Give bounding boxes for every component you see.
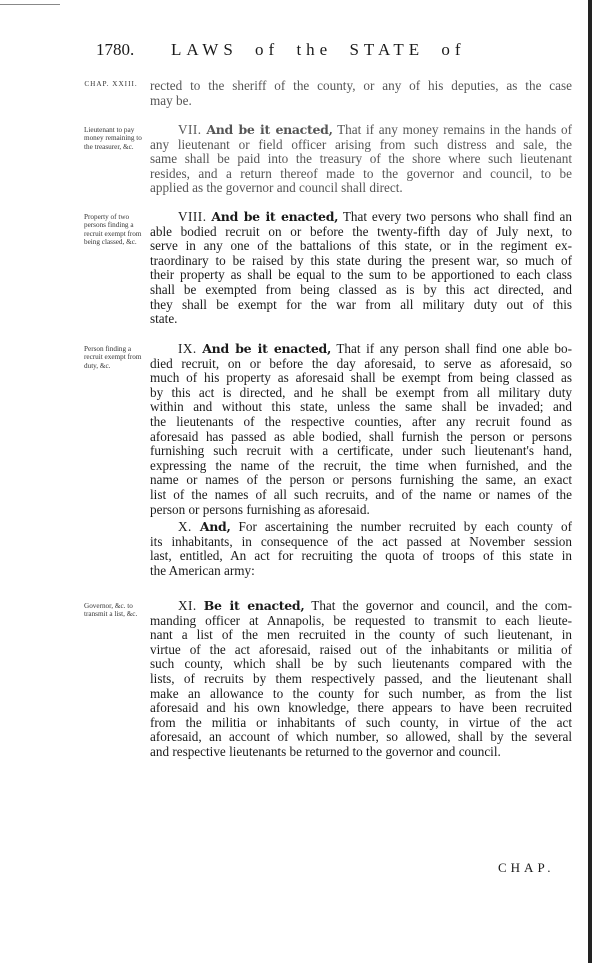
text-line: last, entitled, An act for recruiting the quota of troops of this state in [150, 548, 572, 564]
text-line: shall be exempted from being classed as is by this act directed, and [150, 281, 572, 297]
text-line-rest: That the governor and council, and the com- [311, 598, 572, 613]
section-ix [150, 342, 572, 517]
text-line: serve in any one of the battalions of this state, or in the regiment ex- [150, 238, 572, 254]
text-line: furnishing such recruit with a certificate, under such lieutenant's hand, [150, 443, 572, 459]
text-line: applied as the governor and council shall direct. [150, 180, 403, 196]
section-number: X. [178, 519, 192, 534]
text-line: may be. [150, 92, 192, 108]
text-line: and respective lieutenants be returned to the governor and council. [150, 743, 501, 759]
text-line: within and without this state, unless the same shall be invaded; and [150, 399, 572, 415]
margin-note: Lieutenant to pay money remaining to the treasurer, &c. [84, 126, 142, 151]
section-number: IX. [178, 341, 197, 356]
margin-note: Property of two persons finding a recruit exempt from being classed, &c. [84, 213, 142, 246]
enacting-clause: And be it enacted, [211, 209, 339, 224]
page-year: 1780. [96, 40, 135, 59]
chapter-note: CHAP. XXIII. [84, 80, 138, 88]
enacting-clause: And be it enacted, [202, 341, 332, 356]
text-line: aforesaid, an account of which number, so allowed, shall by the several [150, 729, 572, 745]
text-line: state. [150, 311, 178, 327]
continuation-paragraph [150, 79, 572, 108]
text-line-rest: That every two persons who shall find an [342, 209, 572, 224]
section-vii [150, 123, 572, 196]
page-edge [588, 0, 592, 963]
text-line: lists, of recruits by them respectively passed, and the lieutenant shall [150, 670, 572, 686]
section-number: VIII. [178, 209, 207, 224]
text-line: manding officer at Annapolis, be requested to transmit to each lieute- [150, 612, 572, 628]
text-line: expressing the name of the recruit, the time when furnished, and the [150, 457, 572, 473]
text-line: list of the names of all such recruits, and of the name or names of the [150, 486, 572, 502]
text-line: person or persons furnishing as aforesaid. [150, 501, 370, 517]
text-line-rest: That if any money remains in the hands of [337, 122, 573, 137]
text-line: died recruit, on or before the day aforesaid, to serve as aforesaid, so [150, 355, 572, 371]
text-line: name or names of the person or persons furnishing the same, an exact [150, 472, 572, 488]
text-line: able bodied recruit on or before the twenty-fifth day of July next, to [150, 223, 572, 239]
text-line: such county, which shall be by such lieutenants compared with the [150, 656, 572, 672]
enacting-clause: Be it enacted, [203, 598, 305, 613]
text-line: same shall be paid into the treasury of the shore where such lieutenant [150, 151, 572, 167]
section-number: VII. [178, 122, 202, 137]
enacting-clause: And, [199, 519, 231, 534]
text-line [150, 210, 572, 225]
text-line [150, 123, 572, 138]
text-line: they shall be exempt for the war from all military duty out of this [150, 296, 572, 312]
text-line: make an allowance to the county for such number, as from the list [150, 685, 572, 701]
text-line: virtue of the act aforesaid, raised out of the inhabitants or militia of [150, 641, 572, 657]
text-line: traordinary to be raised by this state during the present war, so much of [150, 252, 572, 268]
section-viii [150, 210, 572, 327]
running-header [96, 40, 576, 60]
page-title: LAWS of the STATE of [171, 40, 466, 59]
text-line [150, 520, 572, 535]
section-xi [150, 599, 572, 760]
text-line [150, 599, 572, 614]
text-line: rected to the sheriff of the county, or any of his deputies, as the case [150, 78, 572, 93]
margin-note: Person finding a recruit exempt from duty, &c. [84, 345, 142, 370]
enacting-clause: And be it enacted, [206, 122, 333, 137]
text-line: aforesaid has passed as able bodied, shall furnish the person or persons [150, 428, 572, 444]
text-line: from the militia or inhabitants of such county, in virtue of the act [150, 714, 572, 730]
text-line: by this act is directed, and he shall be exempt from all military duty [150, 384, 572, 400]
scan-mark [0, 4, 60, 5]
section-x [150, 520, 572, 578]
text-line: its inhabitants, in consequence of the act passed at November session [150, 533, 572, 549]
margin-note: Governor, &c. to transmit a list, &c. [84, 602, 138, 619]
text-line: any lieutenant or field officer arising from such distress and sale, the [150, 136, 572, 152]
text-line-rest: For ascertaining the number recruited by each county of [238, 519, 572, 534]
section-number: XI. [178, 598, 197, 613]
text-line-rest: That if any person shall find one able bo- [336, 341, 573, 356]
text-line: their property as shall be equal to the sum to be apportioned to each class [150, 267, 572, 283]
text-line: the American army: [150, 562, 255, 578]
text-line: nant a list of the men recruited in the county of such lieutenant, in [150, 627, 572, 643]
catchword: CHAP. [498, 860, 555, 875]
text-line: resides, and a return thereof made to the governor and council, to be [150, 165, 572, 181]
text-line: aforesaid and his own knowledge, there appears to have been recruited [150, 700, 572, 716]
text-line [150, 342, 572, 357]
text-line: much of his property as aforesaid shall be exempt from being classed as [150, 370, 572, 386]
text-line: the lieutenants of the respective counties, after any recruit found as [150, 413, 572, 429]
